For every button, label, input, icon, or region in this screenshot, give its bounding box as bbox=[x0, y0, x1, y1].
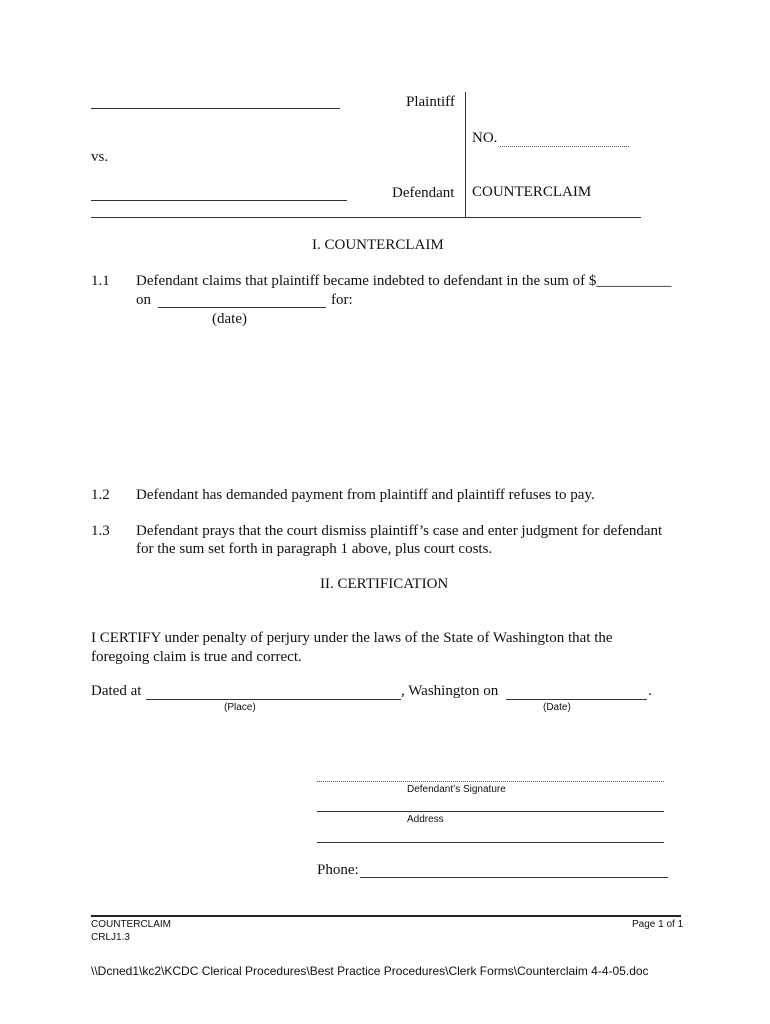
debt-date-line[interactable] bbox=[158, 307, 326, 308]
section-2-heading: II. CERTIFICATION bbox=[320, 576, 449, 592]
phone-label: Phone: bbox=[317, 862, 359, 878]
plaintiff-label: Plaintiff bbox=[406, 94, 455, 110]
date-hint-label-2: (Date) bbox=[543, 702, 571, 713]
case-number-line[interactable] bbox=[500, 146, 629, 147]
period-mark: . bbox=[648, 683, 652, 699]
address-line-2[interactable] bbox=[317, 842, 664, 843]
certify-date-line[interactable] bbox=[506, 699, 647, 700]
case-no-label: NO. bbox=[472, 130, 498, 146]
paragraph-1-1-number: 1.1 bbox=[91, 273, 110, 289]
certify-line-2: foregoing claim is true and correct. bbox=[91, 649, 302, 665]
paragraph-1-3-line2: for the sum set forth in paragraph 1 above, plus court costs. bbox=[136, 541, 493, 557]
footer-form-code: CRLJ1.3 bbox=[91, 932, 130, 943]
phone-line[interactable] bbox=[360, 877, 668, 878]
plaintiff-name-line[interactable] bbox=[91, 108, 340, 109]
on-label: on bbox=[136, 292, 151, 308]
signature-line[interactable] bbox=[317, 781, 664, 782]
paragraph-1-1-line1: Defendant claims that plaintiff became indebted to defendant in the sum of $__________ bbox=[136, 273, 672, 289]
address-label: Address bbox=[407, 814, 444, 825]
address-line-1[interactable] bbox=[317, 811, 664, 812]
certify-line-1: I CERTIFY under penalty of perjury under the laws of the State of Washington that the bbox=[91, 630, 613, 646]
defendant-label: Defendant bbox=[392, 185, 455, 201]
date-hint-label: (date) bbox=[212, 311, 247, 327]
caption-bottom-rule bbox=[91, 217, 641, 218]
washington-on-label: , Washington on bbox=[401, 683, 499, 699]
caption-divider bbox=[465, 92, 466, 217]
place-line[interactable] bbox=[146, 699, 401, 700]
paragraph-1-3-number: 1.3 bbox=[91, 523, 110, 539]
section-1-heading: I. COUNTERCLAIM bbox=[312, 237, 444, 253]
paragraph-1-2-text: Defendant has demanded payment from plaintiff and plaintiff refuses to pay. bbox=[136, 487, 595, 503]
document-title: COUNTERCLAIM bbox=[472, 184, 592, 200]
defendant-name-line[interactable] bbox=[91, 200, 347, 201]
footer-page-label: Page 1 of 1 bbox=[632, 919, 684, 930]
place-hint-label: (Place) bbox=[224, 702, 256, 713]
footer-rule bbox=[91, 915, 681, 917]
footer-form-title: COUNTERCLAIM bbox=[91, 919, 172, 930]
vs-label: vs. bbox=[91, 149, 109, 165]
paragraph-1-2-number: 1.2 bbox=[91, 487, 110, 503]
signature-label: Defendant’s Signature bbox=[407, 784, 506, 795]
for-label: for: bbox=[331, 292, 353, 308]
footer-file-path: \\Dcned1\kc2\KCDC Clerical Procedures\Best Practice Procedures\Clerk Forms\Counterclaim 4-4-05.doc bbox=[91, 964, 649, 978]
dated-at-label: Dated at bbox=[91, 683, 142, 699]
paragraph-1-3-line1: Defendant prays that the court dismiss plaintiff’s case and enter judgment for defendant bbox=[136, 523, 663, 539]
